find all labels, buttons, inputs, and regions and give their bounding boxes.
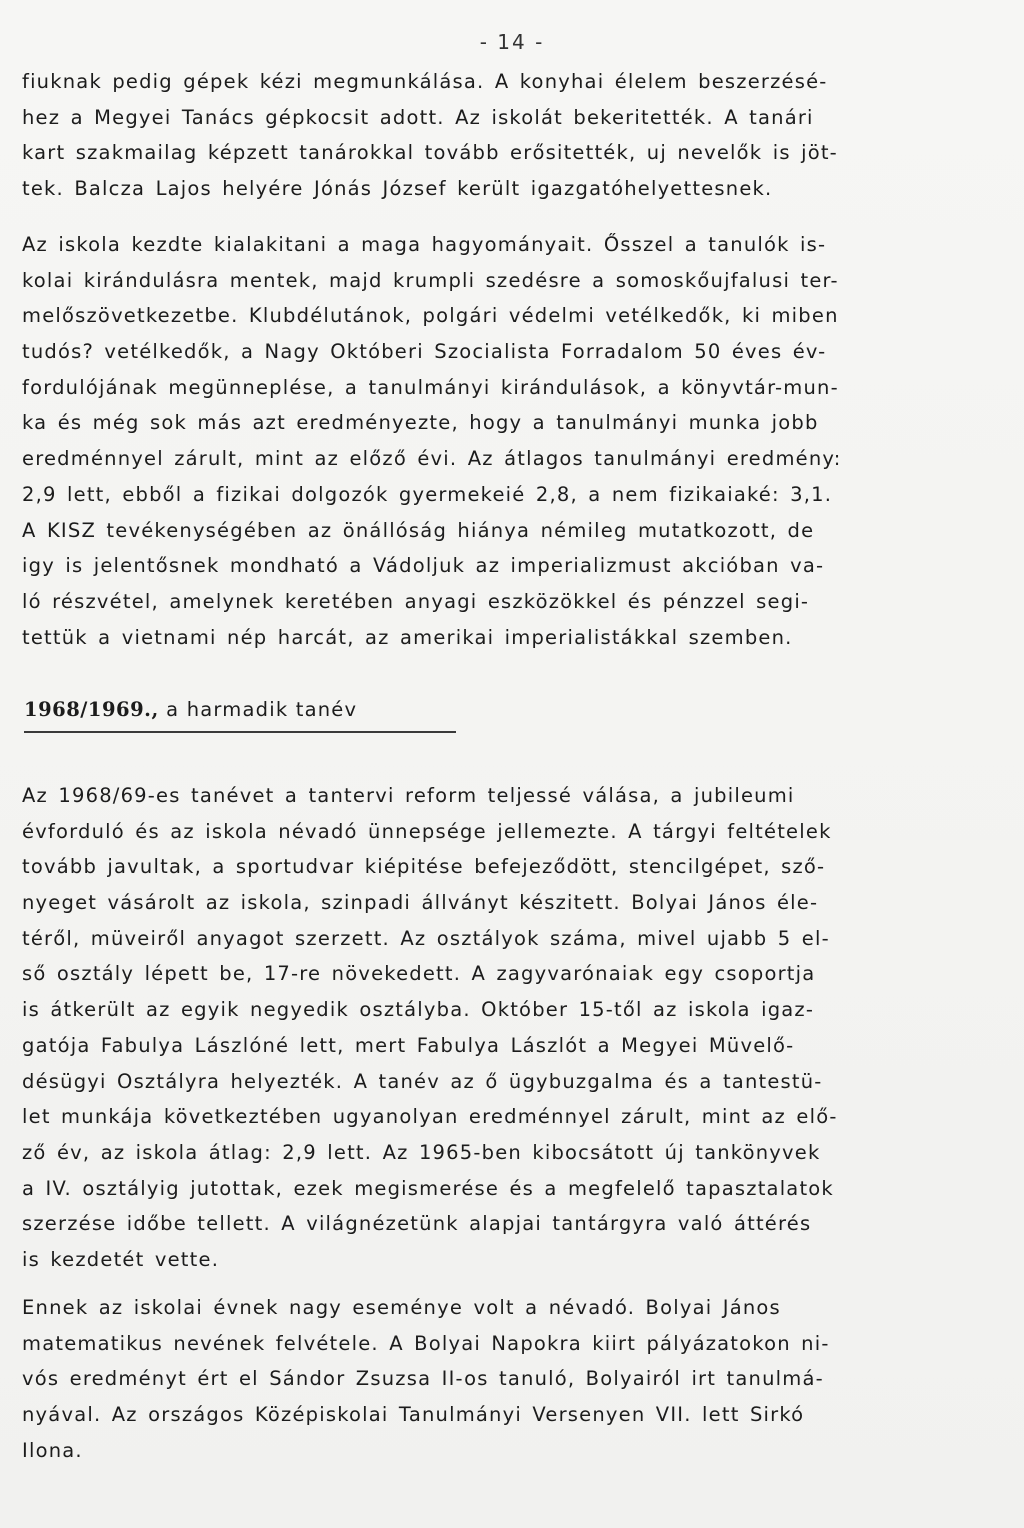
text-line: Az iskola kezdte kialakitani a maga hagyományait. Ősszel a tanulók is- — [22, 233, 827, 256]
text-line: kart szakmailag képzett tanárokkal tovább erősitették, uj nevelők is jöt- — [22, 141, 838, 165]
section-heading-year: 1968/1969., — [24, 698, 159, 721]
paragraph-3 — [22, 778, 1007, 1278]
text-line: melőszövetkezetbe. Klubdélutánok, polgári védelmi vetélkedők, ki miben — [22, 304, 839, 328]
text-line: tudós? vetélkedők, a Nagy Októberi Szocialista Forradalom 50 éves év- — [22, 340, 827, 364]
text-line: fordulójának megünneplése, a tanulmányi kirándulások, a könyvtár-mun- — [22, 375, 839, 399]
page-number: - 14 - — [479, 30, 545, 54]
text-line: Ennek az iskolai évnek nagy eseménye volt a névadó. Bolyai János — [22, 1296, 781, 1319]
text-line: ló részvétel, amelynek keretében anyagi eszközökkel és pénzzel segi- — [22, 589, 810, 613]
text-line: eredménnyel zárult, mint az előző évi. Az átlagos tanulmányi eredmény: — [22, 447, 842, 471]
paragraph-2 — [22, 227, 1007, 655]
section-underline — [24, 731, 456, 733]
text-line: kolai kirándulásra mentek, majd krumpli szedésre a somoskőujfalusi ter- — [22, 268, 839, 292]
text-line: 2,9 lett, ebből a fizikai dolgozók gyermekeié 2,8, a nem fizikaiaké: 3,1. — [22, 482, 833, 506]
text-line: évforduló és az iskola névadó ünnepsége jellemezte. A tárgyi feltételek — [22, 819, 832, 843]
text-line: matematikus nevének felvétele. A Bolyai Napokra kiirt pályázatokon ni- — [22, 1331, 830, 1355]
text-line: Ilona. — [22, 1438, 83, 1462]
text-line: ső osztály lépett be, 17-re növekedett. A zagyvarónaiak egy csoportja — [22, 962, 816, 986]
text-line: A KISZ tevékenységében az önállóság hiánya némileg mutatkozott, de — [22, 518, 815, 542]
text-line: ző év, az iskola átlag: 2,9 lett. Az 1965-ben kibocsátott új tankönyvek — [22, 1140, 821, 1164]
text-line: Az 1968/69-es tanévet a tantervi reform teljessé válása, a jubileumi — [22, 784, 795, 807]
section-heading-title: a harmadik tanév — [166, 698, 358, 721]
text-line: ka és még sok más azt eredményezte, hogy a tanulmányi munka jobb — [22, 411, 819, 435]
text-line: tek. Balcza Lajos helyére Jónás József került igazgatóhelyettesnek. — [22, 177, 773, 201]
text-line: vós eredményt ért el Sándor Zsuzsa II-os tanuló, Bolyairól irt tanulmá- — [22, 1367, 824, 1391]
text-line: téről, müveiről anyagot szerzett. Az osztályok száma, mivel ujabb 5 el- — [22, 926, 830, 950]
paragraph-1 — [22, 64, 1007, 207]
text-line: désügyi Osztályra helyezték. A tanév az ő ügybuzgalma és a tantestü- — [22, 1069, 823, 1093]
text-line: hez a Megyei Tanács gépkocsit adott. Az iskolát bekeritették. A tanári — [22, 105, 814, 129]
text-line: nyeget vásárolt az iskola, szinpadi állványt készitett. Bolyai János éle- — [22, 891, 819, 915]
paragraph-4 — [22, 1290, 1007, 1468]
text-line: is átkerült az egyik negyedik osztályba. Október 15-től az iskola igaz- — [22, 998, 815, 1022]
text-line: igy is jelentősnek mondható a Vádoljuk az imperializmust akcióban va- — [22, 554, 825, 578]
text-line: tettük a vietnami nép harcát, az amerikai imperialistákkal szemben. — [22, 625, 793, 649]
text-line: nyával. Az országos Középiskolai Tanulmányi Versenyen VII. lett Sirkó — [22, 1403, 805, 1427]
text-line: szerzése időbe tellett. A világnézetünk alapjai tantárgyra való áttérés — [22, 1212, 812, 1236]
text-line: tovább javultak, a sportudvar kiépitése befejeződött, stencilgépet, sző- — [22, 855, 826, 879]
section-heading — [24, 692, 357, 728]
text-line: a IV. osztályig jutottak, ezek megismerése és a megfelelő tapasztalatok — [22, 1176, 834, 1200]
text-line: is kezdetét vette. — [22, 1247, 220, 1271]
text-line: gatója Fabulya Lászlóné lett, mert Fabulya Lászlót a Megyei Müvelő- — [22, 1033, 795, 1057]
text-line: let munkája következtében ugyanolyan eredménnyel zárult, mint az elő- — [22, 1105, 838, 1129]
text-line: fiuknak pedig gépek kézi megmunkálása. A konyhai élelem beszerzésé- — [22, 70, 828, 93]
